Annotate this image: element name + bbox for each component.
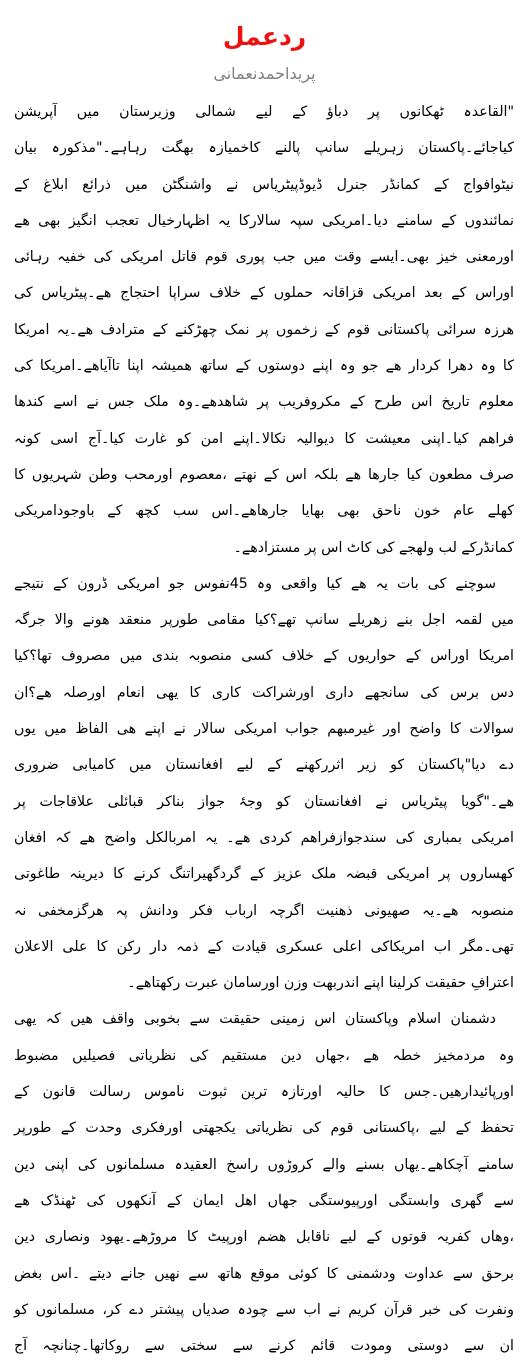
article-line: ھرزہ سرائی پاکستانی قوم کے زخموں پر نمک چھڑکنے کے مترادف ھے۔یہ امریکا — [14, 321, 514, 338]
article-line: دشمنان اسلام وپاکستان اس زمینی حقیقت سے بخوبی واقف ھیں کہ یھی — [14, 1011, 496, 1028]
article-line: اعترافِ حقیقت کرلینا اپنے اندربھت وزن اورسامان عبرت رکھتاھے۔ — [127, 975, 514, 992]
article-line: وہ مردمخیز خطہ ھے ،جھاں دین مستقیم کی نظریاتی فصیلیں مضبوط — [14, 1047, 514, 1064]
article-line: دے دیا"پاکستان کو زیر اثررکھنے کے لیے افغانستان میں کامیابی ضروری — [14, 757, 514, 774]
article-line: منصوبہ ھے۔یہ صھیونی ذھنیت اگرچہ ارباب فکر ودانش پہ ھرگزمخفی نہ — [14, 902, 514, 919]
article-line: ونفرت کی خبر قرآن کریم نے اب سے چودہ صدیاں پیشتر دے کر، مسلمانوں کو — [14, 1301, 514, 1318]
article-line: معلوم تاریخ اس طرح کے مکروفریب پر شاھدھے۔وہ ملک جس نے اسے کندھا — [14, 394, 514, 411]
article-line: کھلے عام خون ناحق بھی بھایا جارھاھے۔اس سب کچھ کے باوجودامریکی — [14, 503, 514, 520]
article-line: میں لقمہ اجل بنے زھریلے سانپ تھے؟کیا مقامی طورپر منعقد ھونے والا جرگہ — [14, 612, 514, 629]
article-line: برحق سے عداوت ودشمنی کا کوئی موقع ھاتھ سے نھیں جانے دیتے ۔اس بغض — [14, 1265, 514, 1282]
article-line: کمانڈرکے لب ولھجے کی کاٹ اس پر مستزادھے۔ — [233, 539, 514, 556]
article-line: ھے۔"گویا پیٹریاس نے افغانستان کو وجۂ جواز بناکر قبائلی علاقاجات پر — [14, 793, 514, 810]
article-line: سامنے آچکاھے۔یھاں بسنے والے کروڑوں راسخ العقیدہ مسلمانوں کی اپنی دین — [14, 1156, 514, 1173]
article-line: "القاعدہ ٹھکانوں پر دباؤ کے لیے شمالی وزیرستان میں آپریشن — [14, 104, 514, 120]
article-line: فراھم کیا۔اپنی معیشت کا دیوالیہ نکالا۔اپنے امن کو غارت کیا۔آج اسی کونہ — [14, 430, 514, 447]
article-line: تھی۔مگر اب امریکاکی اعلی عسکری قیادت کے ذمہ دار رکن کا علی الاعلان — [14, 938, 514, 955]
article-title: ردعمل — [222, 22, 307, 51]
article-line: کھساروں پر امریکی قبضہ ملک عزیز کے گردگھیراتنگ کرنے کا دیرینہ طاغوتی — [14, 866, 514, 883]
article-line: امریکا اوراس کے حواریوں کے خلاف کسی منصوبہ بندی میں مصروف تھا؟کیا — [14, 648, 514, 665]
article-line: تحفظ کے لیے ،پاکستانی قوم کی نظریاتی یکجھتی اورفکری وحدت کے طورپر — [14, 1120, 514, 1137]
article-line: سوچنے کی بات یہ ھے کیا واقعی وہ 45نفوس جو امریکی ڈرون کے نتیجے — [14, 575, 496, 592]
article-line: ،وھاں کفریہ قوتوں کے لیے ناقابل ھضم اورپیٹ کا مروڑھے۔یھود ونصاری دین — [14, 1229, 514, 1246]
article-line: نمائندوں کے سامنے دیا۔امریکی سپہ سالارکا یہ اظہارخیال تعجب انگیز بھی ھے — [14, 212, 514, 229]
article-line: اوراس کے بعد امریکی قزاقانہ حملوں کے خلاف سراپا احتجاج ھے۔پیٹریاس کی — [14, 285, 514, 302]
article-line: کا وہ دھرا کردار ھے جو وہ اپنے دوستوں کے ساتھ ھمیشہ اپنا تاآیاھے۔امریکا کی — [14, 358, 514, 375]
article-line: امریکی بمباری کی سندجوازفراھم کردی ھے۔ یہ امربالکل واضح ھے کہ افغان — [14, 829, 514, 846]
article-body — [14, 94, 514, 1364]
article-line: اورپائیدارھیں۔جس کا حالیہ اورتازہ ترین ثبوت ناموس رسالت قانون کے — [14, 1084, 514, 1101]
article-line: دس برس کی سانجھے داری اورشراکت کاری کا یھی انعام اورصلہ ھے؟ان — [14, 684, 514, 701]
article-line: سے گھری وابستگی اورپیوستگی جھاں اھل ایمان کے آنکھوں کی ٹھنڈک ھے — [14, 1192, 514, 1209]
article-line: کیاجائے۔پاکستان زہریلے سانپ پالنے کاخمیازہ بھگت رہاہے۔"مذکورہ بیان — [14, 140, 514, 157]
article-line: اورمعنی خیز بھی۔ایسے وقت میں جب پوری قوم قاتل امریکی کی خفیہ رہائی — [14, 249, 514, 266]
article-line: ان سے دوستی ومودت قائم کرنے سے سختی سے روکاتھا۔چنانچہ آج — [14, 1338, 514, 1355]
article-line: صرف مطعون کیا جارھا ھے بلکہ اس کے نھتے ،معصوم اورمحب وطن شہریوں کا — [14, 466, 514, 483]
author-byline: پریداحمدنعمانی — [213, 64, 316, 83]
article-line: نیٹوافواج کے کمانڈر جنرل ڈیوڈپیٹریاس نے واشنگٹن میں ذرائع ابلاغ کے — [14, 176, 514, 193]
article-line: سوالات کا واضح اور غیرمبھم جواب امریکی سالار نے اپنے ھی الفاظ میں یوں — [14, 721, 514, 738]
